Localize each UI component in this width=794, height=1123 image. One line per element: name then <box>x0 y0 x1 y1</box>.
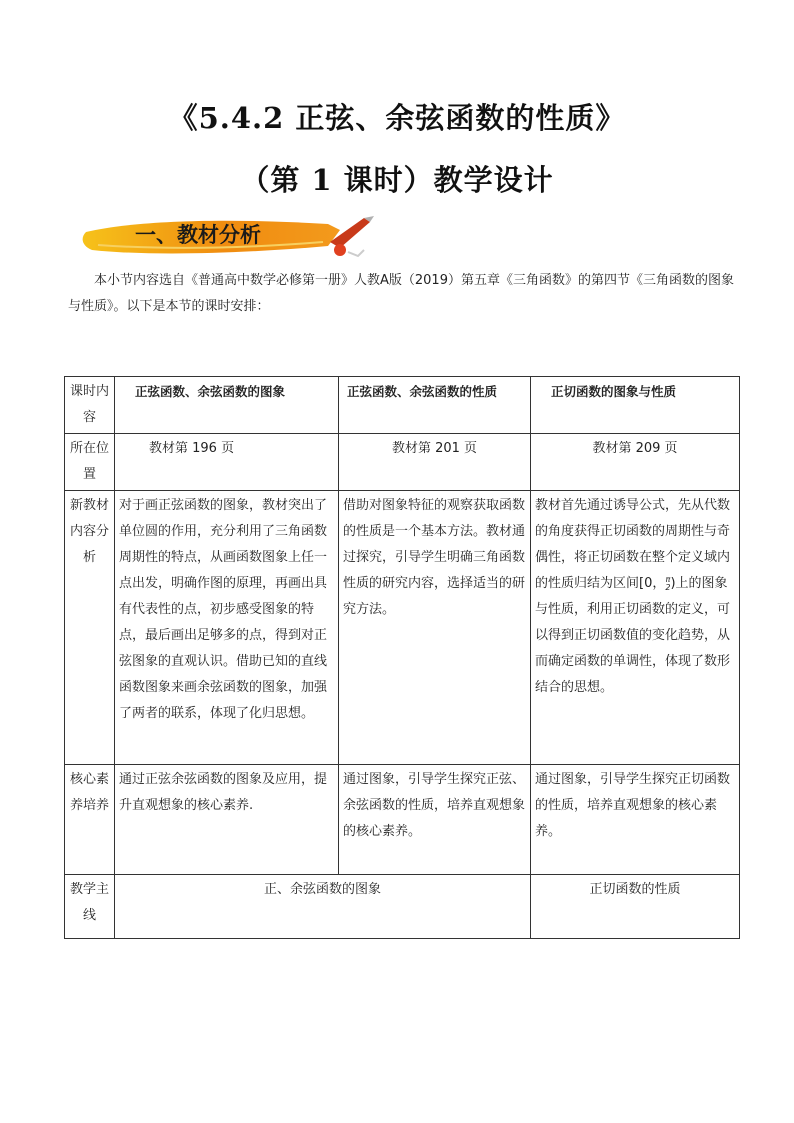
table-cell: 正切函数的性质 <box>531 875 740 939</box>
fraction-numerator: π <box>665 574 671 584</box>
table-cell <box>531 491 740 765</box>
row-header: 新教材内容分析 <box>65 491 115 765</box>
table-cell: 教材第 201 页 <box>339 434 531 491</box>
row-header: 核心素养培养 <box>65 765 115 875</box>
table-cell: 正弦函数、余弦函数的图象 <box>115 377 339 434</box>
cell-text: 对于画正弦函数的图象，教材突出了单位圆的作用，充分利用了三角函数周期性的特点，从画函数图象上任一点出发，明确作图的原理，再画出具有代表性的点，初步感受图象的特点，最后画出足够多的点，得到对正弦图象的直观认识。借助已知的直线函数图象来画余弦函数的图象，加强了两者的联系，体现了化归思想。 <box>119 498 328 721</box>
row-header: 教学主线 <box>65 875 115 939</box>
table-cell: 教材第 196 页 <box>115 434 339 491</box>
table-cell: 通过图象，引导学生探究正切函数的性质，培养直观想象的核心素养。 <box>531 765 740 875</box>
table-cell: 正、余弦函数的图象 <box>115 875 531 939</box>
table-cell: 通过图象，引导学生探究正弦、余弦函数的性质，培养直观想象的核心素养。 <box>339 765 531 875</box>
intro-paragraph: 本小节内容选自《普通高中数学必修第一册》人教A版（2019）第五章《三角函数》的第四节《三角函数的图象与性质》。以下是本节的课时安排： <box>68 273 734 314</box>
table-cell: 正切函数的图象与性质 <box>531 377 740 434</box>
table-cell: 教材第 209 页 <box>531 434 740 491</box>
table-row <box>65 377 740 434</box>
table-cell <box>339 491 531 765</box>
document-title-line2: （第 1 课时）教学设计 <box>240 163 554 197</box>
table-cell: 正弦函数、余弦函数的性质 <box>339 377 531 434</box>
cell-text-part: )上的图象与性质，利用正切函数的定义，可以得到正切函数值的变化趋势，从而确定函数的单调性，体现了数形结合的思想。 <box>535 576 731 695</box>
cell-text: 借助对图象特征的观察获取函数的性质是一个基本方法。教材通过探究，引导学生明确三角函数性质的研究内容，选择适当的研究方法。 <box>343 498 526 617</box>
table-row <box>65 491 740 765</box>
table-row <box>65 765 740 875</box>
cell-text <box>535 493 735 701</box>
fraction-denominator: 2 <box>665 582 671 592</box>
table-row <box>65 875 740 939</box>
table-cell <box>115 491 339 765</box>
document-title-line1: 《5.4.2 正弦、余弦函数的性质》 <box>168 101 626 135</box>
table-cell: 通过正弦余弦函数的图象及应用，提升直观想象的核心素养. <box>115 765 339 875</box>
section-heading: 一、教材分析 <box>135 223 261 247</box>
table-row <box>65 434 740 491</box>
row-header: 课时内容 <box>65 377 115 434</box>
cell-text-part: 教材首先通过诱导公式，先从代数的角度获得正切函数的周期性与奇偶性，将正切函数在整个定义域内的性质归结为区间[0， <box>535 498 731 591</box>
lesson-schedule-table <box>64 376 740 939</box>
row-header: 所在位置 <box>65 434 115 491</box>
